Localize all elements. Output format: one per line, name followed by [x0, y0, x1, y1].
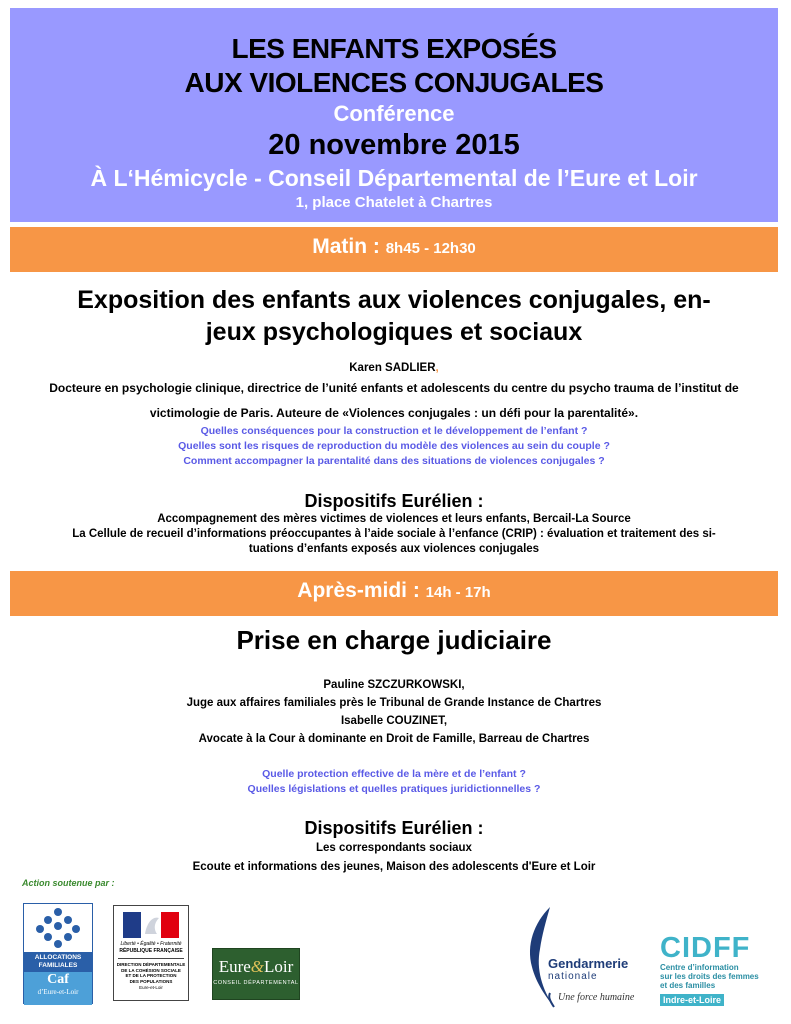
prefecture-dir-line2: DE LA COHÉSION SOCIALE: [121, 967, 181, 973]
caf-sub: d’Eure-et-Loir: [37, 988, 79, 996]
afternoon-speaker1-role: Juge aux affaires familiales près le Tribunal de Grande Instance de Chartres: [186, 697, 602, 709]
prefecture-logo: [113, 905, 189, 1001]
prefecture-republic: RÉPUBLIQUE FRANÇAISE: [119, 948, 183, 954]
morning-talk-title-line2: jeux psychologiques et sociaux: [205, 318, 583, 346]
afternoon-sep: :: [406, 579, 426, 602]
caf-name: Caf: [47, 972, 69, 987]
eure-loir-logo: [212, 948, 300, 1000]
cidff-dept: Indre-et-Loire: [660, 994, 724, 1006]
morning-question-2: Quelles sont les risques de reproduction du modèle des violences au sein du couple ?: [178, 440, 610, 452]
morning-talk-title-line1: Exposition des enfants aux violences conjugales, en-: [77, 286, 711, 314]
morning-speaker-comma: ,: [435, 362, 439, 374]
prefecture-motto: Liberté • Égalité • Fraternité: [120, 941, 182, 947]
support-label: Action soutenue par :: [22, 878, 115, 888]
eure-loir-part1: Eure: [218, 957, 251, 976]
afternoon-time: 14h - 17h: [425, 584, 491, 601]
afternoon-talk-title: Prise en charge judiciaire: [236, 625, 552, 655]
afternoon-dispositif-2: Ecoute et informations des jeunes, Maison des adolescents d'Eure et Loir: [192, 861, 596, 873]
prefecture-dir-line3: ET DE LA PROTECTION: [125, 973, 177, 978]
morning-band: [10, 227, 778, 272]
cidff-word: CIDFF: [660, 932, 751, 964]
caf-figures-icon: [24, 904, 92, 952]
morning-label: Matin: [312, 235, 368, 258]
gendarmerie-logo: [520, 905, 635, 1010]
morning-dispositifs-heading: Dispositifs Eurélien :: [304, 491, 484, 511]
morning-dispositif-3: tuations d’enfants exposés aux violences conjugales: [248, 543, 540, 555]
morning-speaker-bio: [10, 376, 778, 426]
event-type: Conférence: [333, 101, 455, 126]
caf-band-line2: FAMILIALES: [38, 962, 78, 969]
event-title-line1: LES ENFANTS EXPOSÉS: [231, 33, 557, 64]
afternoon-dispositifs-heading: Dispositifs Eurélien :: [304, 818, 484, 838]
gendarmerie-nationale: nationale: [548, 971, 598, 982]
morning-time: 8h45 - 12h30: [385, 240, 476, 257]
cidff-line2: sur les droits des femmes: [660, 972, 759, 981]
afternoon-dispositif-1: Les correspondants sociaux: [316, 842, 472, 854]
afternoon-label: Après-midi: [297, 579, 407, 602]
morning-speaker-name: Karen SADLIER: [349, 362, 436, 374]
event-venue: À L‘Hémicycle - Conseil Départemental de l’Eure et Loir: [90, 165, 698, 191]
morning-question-3: Comment accompagner la parentalité dans des situations de violences conjugales ?: [183, 455, 605, 467]
morning-dispositifs: [10, 490, 778, 557]
afternoon-speaker2-name: Isabelle COUZINET,: [340, 715, 448, 727]
morning-sep: :: [367, 235, 386, 258]
event-title-line2: AUX VIOLENCES CONJUGALES: [184, 67, 604, 98]
prefecture-dir-line4: DES POPULATIONS: [129, 978, 173, 984]
morning-talk-title: [10, 284, 778, 348]
afternoon-band: [10, 571, 778, 616]
marianne-flag-icon: [123, 912, 179, 938]
eure-loir-amp: &: [250, 957, 265, 976]
caf-logo: [23, 903, 93, 1004]
afternoon-question-1: Quelle protection effective de la mère et de l’enfant ?: [262, 768, 526, 780]
afternoon-dispositifs: [10, 817, 778, 877]
morning-bio-line1: Docteure en psychologie clinique, directrice de l’unité enfants et adolescents du centre du psycho trauma de l’institut de: [49, 381, 739, 395]
afternoon-speakers: [10, 676, 778, 748]
afternoon-question-2: Quelles législations et quelles pratiques juridictionnelles ?: [247, 783, 541, 795]
prefecture-dir-line1: DIRECTION DÉPARTEMENTALE: [116, 962, 186, 967]
morning-question-1: Quelles conséquences pour la construction et le développement de l’enfant ?: [200, 425, 588, 437]
afternoon-questions: [10, 767, 778, 797]
afternoon-speaker1-name: Pauline SZCZURKOWSKI,: [323, 679, 465, 691]
header-banner: [10, 8, 778, 222]
morning-speaker: [10, 358, 778, 376]
caf-band-line1: ALLOCATIONS: [34, 954, 82, 961]
event-date: 20 novembre 2015: [268, 129, 520, 161]
cidff-line1: Centre d’information: [660, 963, 739, 972]
cidff-line3: et des familles: [660, 981, 716, 990]
cidff-logo: [660, 933, 778, 1009]
prefecture-dept: Eure-et-Loir: [139, 985, 163, 990]
event-address: 1, place Chatelet à Chartres: [295, 194, 493, 211]
eure-loir-part2: Loir: [264, 957, 294, 976]
afternoon-speaker2-role: Avocate à la Cour à dominante en Droit de Famille, Barreau de Chartres: [198, 733, 590, 745]
morning-dispositif-2: La Cellule de recueil d’informations préoccupantes à l’aide sociale à l’enfance (CRIP) : évaluation et traitement des si-: [72, 528, 716, 540]
eure-loir-sub: CONSEIL DÉPARTEMENTAL: [213, 980, 299, 986]
morning-dispositif-1: Accompagnement des mères victimes de violences et leurs enfants, Bercail-La Source: [157, 513, 631, 525]
morning-questions: [10, 424, 778, 469]
gendarmerie-motto: Une force humaine: [558, 992, 635, 1003]
gendarmerie-name: Gendarmerie: [548, 956, 629, 971]
morning-bio-line2: victimologie de Paris. Auteure de «Violences conjugales : un défi pour la parentalité».: [149, 406, 639, 420]
